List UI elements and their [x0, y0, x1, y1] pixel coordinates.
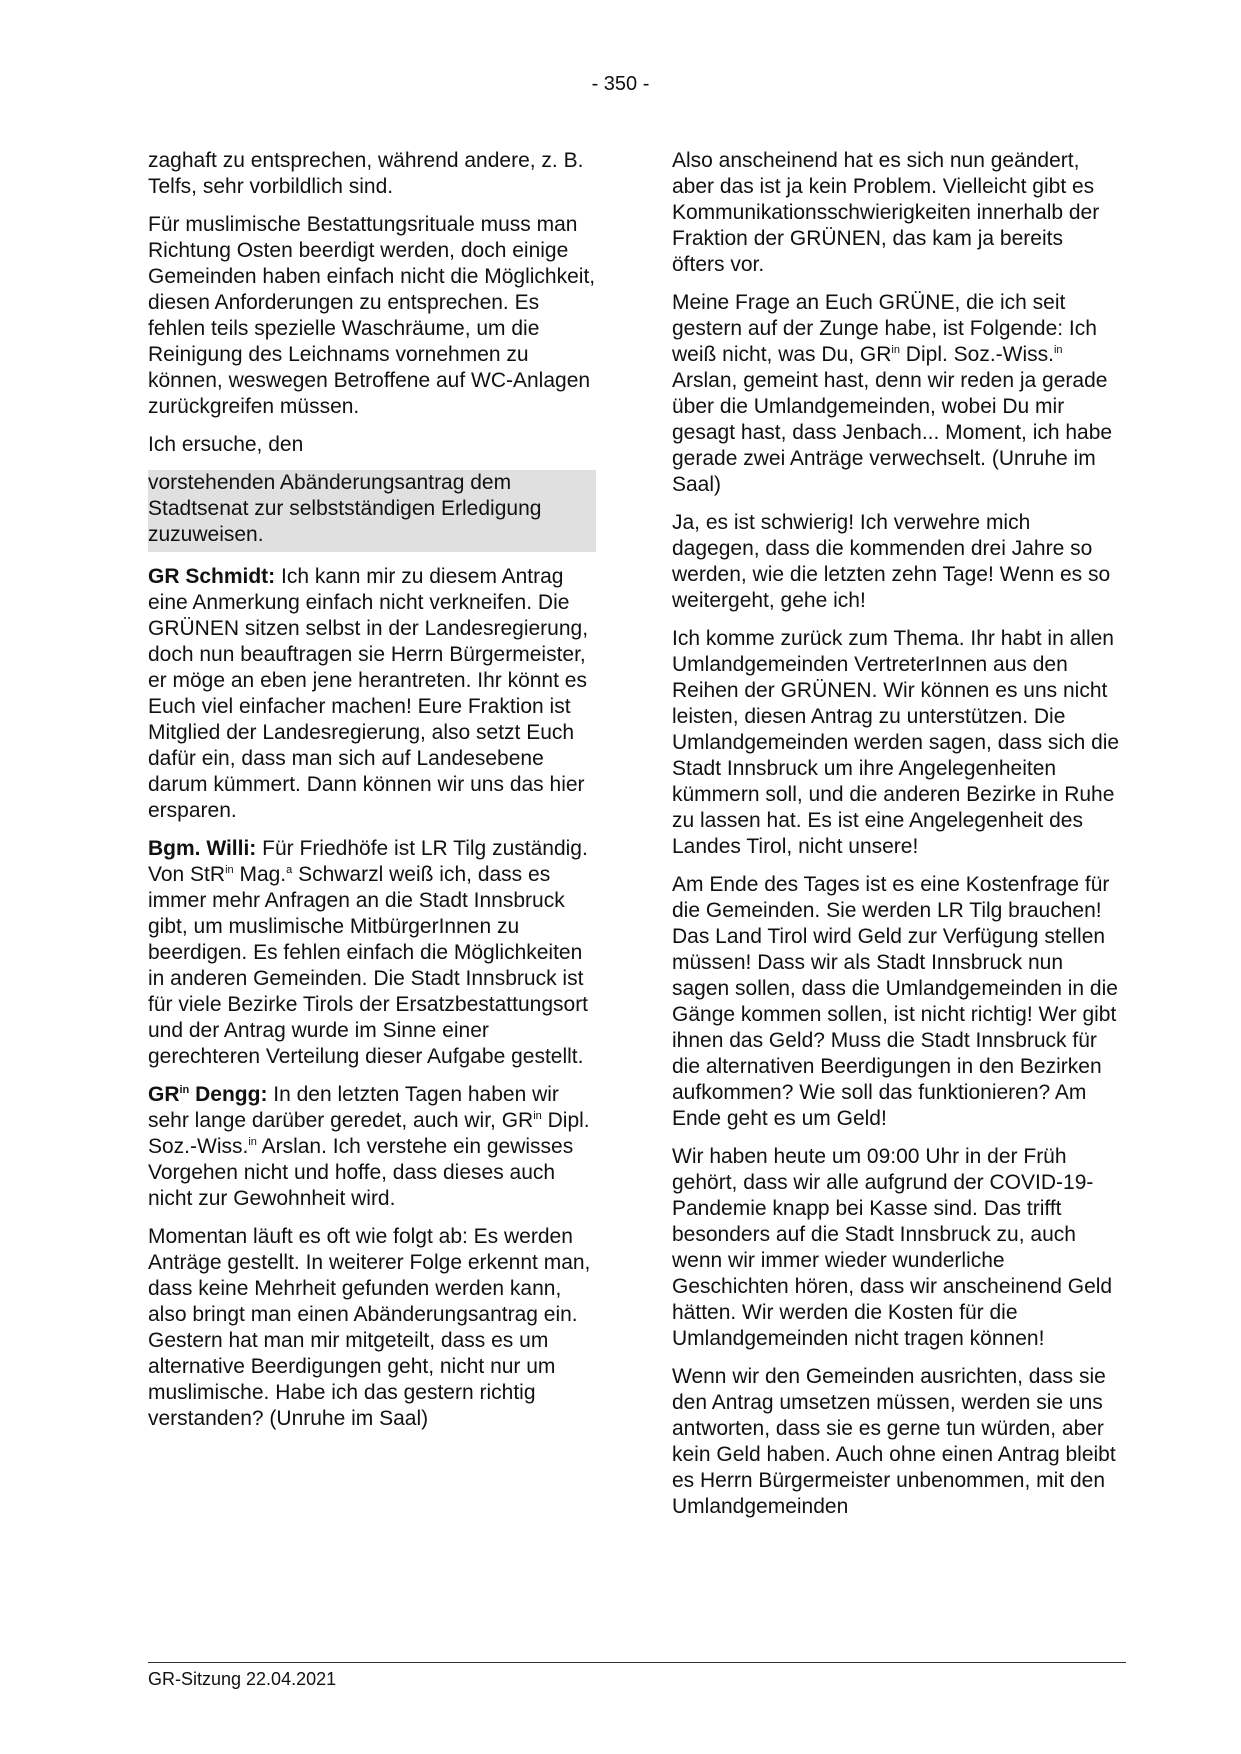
superscript: in: [179, 1084, 190, 1096]
paragraph-municipalities: Wenn wir den Gemeinden ausrichten, dass sie den Antrag umsetzen müssen, werden sie uns antworten, dass sie es gerne tun würden, aber kein Geld haben. Auch ohne einen Antrag bleibt es Herrn Bürgermeister unbenommen, mit den Umlandgemeinden: [672, 1365, 1116, 1518]
speaker-name: GR Schmidt:: [148, 565, 276, 588]
speech-text: Für Friedhöfe ist LR Tilg zuständig. Von StR: [148, 837, 588, 886]
speaker-name: Bgm. Willi:: [148, 837, 257, 860]
footer-session-date: GR-Sitzung 22.04.2021: [148, 1669, 337, 1689]
paragraph-cost: Am Ende des Tages ist es eine Kostenfrage für die Gemeinden. Sie werden LR Tilg brauchen! Das Land Tirol wird Geld zur Verfügung stellen müssen! Dass wir als Stadt Innsbruck nun sagen sollen, dass die Umlandgemeinden in die Gänge kommen sollen, ist nicht richtig! Wer gibt ihnen das Geld? Muss die Stadt Innsbruck für die alternativen Beerdigungen in den Bezirken aufkommen? Wie soll das funktionieren? Am Ende geht es um Geld!: [672, 873, 1118, 1130]
motion-highlight: vorstehenden Abänderungsantrag dem Stadtsenat zur selbstständigen Erledigung zuzuweisen.: [148, 470, 596, 552]
speech-text: Meine Frage an Euch GRÜNE, die ich seit gestern auf der Zunge habe, ist Folgende: Ich weiß nicht, was Du, GR: [672, 291, 1097, 366]
speaker-surname: Dengg:: [189, 1083, 268, 1106]
paragraph-topic: Ich komme zurück zum Thema. Ihr habt in allen Umlandgemeinden VertreterInnen aus den Reihen der GRÜNEN. Wir können es uns nicht leisten, diesen Antrag zu unterstützen. Die Umlandgemeinden werden sagen, dass sich die Stadt Innsbruck um ihre Angelegenheiten kümmern soll, und die anderen Bezirke in Ruhe zu lassen hat. Es ist eine Angelegenheit des Landes Tirol, nicht unsere!: [672, 627, 1120, 858]
left-column: [148, 148, 596, 1444]
superscript: in: [533, 1110, 542, 1122]
paragraph-request: Ich ersuche, den: [148, 433, 304, 456]
speech-text: Dipl. Soz.-Wiss.: [148, 1109, 590, 1158]
speech-schmidt: [148, 564, 596, 824]
page-number: - 350 -: [591, 73, 650, 95]
paragraph-covid: Wir haben heute um 09:00 Uhr in der Früh gehört, dass wir alle aufgrund der COVID-19-Pandemie knapp bei Kasse sind. Das trifft besonders auf die Stadt Innsbruck zu, auch wenn wir immer wieder wunderliche Geschichten hören, dass wir anscheinend Geld hätten. Wir werden die Kosten für die Umlandgemeinden nicht tragen können!: [672, 1145, 1113, 1350]
speech-text: Ich kann mir zu diesem Antrag eine Anmerkung einfach nicht verkneifen. Die GRÜNEN sitzen selbst in der Landesregierung, doch nun beauftragen sie Herrn Bürgermeister, er möge an eben jene herantreten. Ihr könnt es Euch viel einfacher machen! Eure Fraktion ist Mitglied der Landesregierung, also setzt Euch dafür ein, dass man sich auf Landesebene darum kümmert. Dann können wir uns das hier ersparen.: [148, 565, 589, 822]
speaker-name: [148, 1083, 267, 1106]
paragraph-momentan: Momentan läuft es oft wie folgt ab: Es werden Anträge gestellt. In weiterer Folge erkennt man, dass keine Mehrheit gefunden werden kann, also bringt man einen Abänderungsantrag ein. Gestern hat man mir mitgeteilt, dass es um alternative Beerdigungen geht, nicht nur um muslimische. Habe ich das gestern richtig verstanden? (Unruhe im Saal): [148, 1225, 591, 1430]
paragraph-intro: zaghaft zu entsprechen, während andere, z. B. Telfs, sehr vorbildlich sind.: [148, 149, 584, 198]
paragraph-changed: Also anscheinend hat es sich nun geändert, aber das ist ja kein Problem. Vielleicht gibt es Kommunikationsschwierigkeiten innerhalb der Fraktion der GRÜNEN, das kam ja bereits öfters vor.: [672, 149, 1100, 276]
speech-dengg: [148, 1082, 596, 1212]
superscript: a: [286, 864, 293, 876]
speech-text: Arslan, gemeint hast, denn wir reden ja gerade über die Umlandgemeinden, wobei Du mir gesagt hast, dass Jenbach... Moment, ich habe gerade zwei Anträge verwechselt. (Unruhe im Saal): [672, 369, 1113, 496]
speech-text: Schwarzl weiß ich, dass es immer mehr Anfragen an die Stadt Innsbruck gibt, um muslimische MitbürgerInnen zu beerdigen. Es fehlen einfach die Möglichkeiten in anderen Gemeinden. Die Stadt Innsbruck ist für viele Bezirke Tirols der Ersatzbestattungsort und der Antrag wurde im Sinne einer gerechteren Verteilung dieser Aufgabe gestellt.: [148, 863, 589, 1068]
speech-text: Mag.: [233, 863, 287, 886]
paragraph-burial-rituals: Für muslimische Bestattungsrituale muss man Richtung Osten beerdigt werden, doch einige Gemeinden haben einfach nicht die Möglichkeit, diesen Anforderungen zu entsprechen. Es fehlen teils spezielle Waschräume, um die Reinigung des Leichnams vornehmen zu können, weswegen Betroffene auf WC-Anlagen zurückgreifen müssen.: [148, 213, 596, 418]
speech-text: In den letzten Tagen haben wir sehr lange darüber geredet, auch wir, GR: [148, 1083, 559, 1132]
paragraph-question: [672, 290, 1120, 498]
speech-text: Arslan. Ich verstehe ein gewisses Vorgehen nicht und hoffe, dass dieses auch nicht zur Gewohnheit wird.: [148, 1135, 574, 1210]
speech-willi: [148, 836, 596, 1070]
superscript: in: [1053, 344, 1063, 356]
speech-text: Dipl. Soz.-Wiss.: [899, 343, 1054, 366]
superscript: in: [248, 1136, 257, 1148]
paragraph-difficult: Ja, es ist schwierig! Ich verwehre mich dagegen, dass die kommenden drei Jahre so werden, wie die letzten zehn Tage! Wenn es so weitergeht, gehe ich!: [672, 511, 1111, 612]
right-column: [672, 148, 1120, 1532]
footer-divider: [148, 1662, 1126, 1663]
superscript: in: [891, 344, 900, 356]
superscript: in: [225, 864, 234, 876]
speaker-title: GR: [148, 1083, 180, 1106]
